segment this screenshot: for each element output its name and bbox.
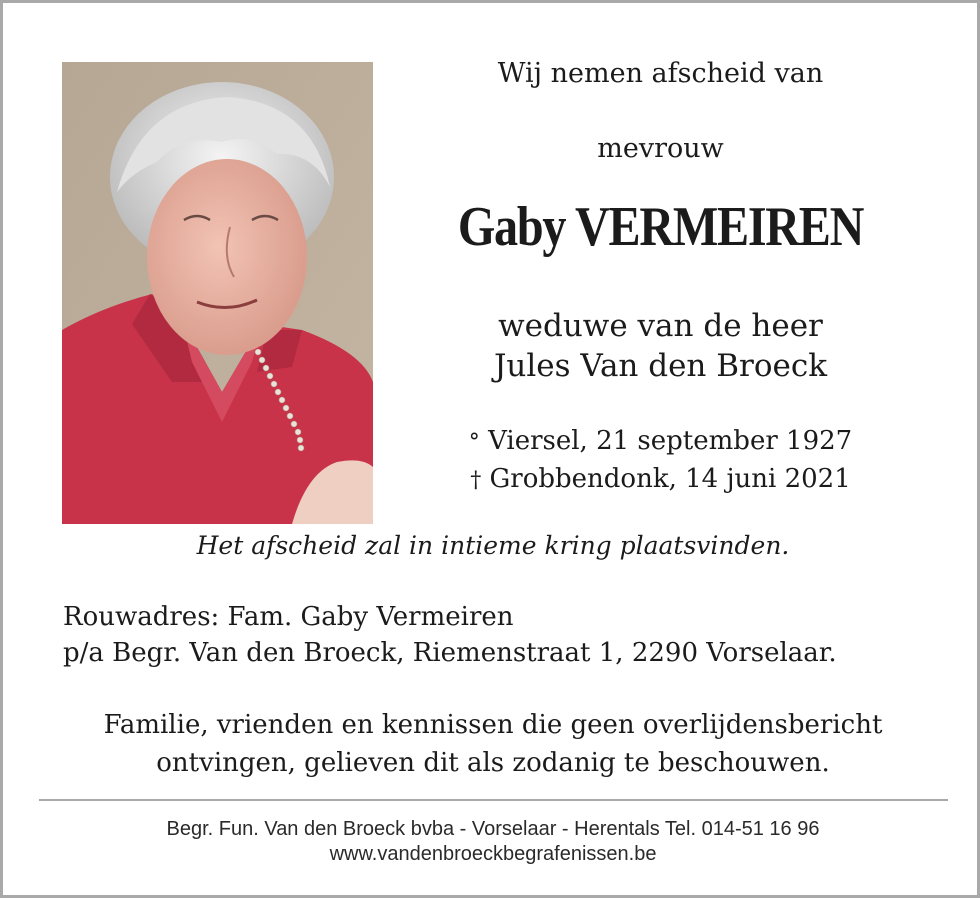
footer-website: www.vandenbroeckbegrafenissen.be <box>329 843 657 865</box>
farewell-text: Het afscheid zal in intieme kring plaatsvinden. <box>196 531 790 560</box>
address-line-1: Rouwadres: Fam. Gaby Vermeiren <box>63 602 514 632</box>
intro-text: Wij nemen afscheid van <box>497 58 824 89</box>
portrait-photo <box>62 62 373 524</box>
deceased-name: Gaby VERMEIREN <box>457 196 864 258</box>
address-line-2: p/a Begr. Van den Broeck, Riemenstraat 1, 2290 Vorselaar. <box>63 638 837 668</box>
birth-line <box>423 423 898 461</box>
closing-notice <box>3 706 980 782</box>
footer-contact: Begr. Fun. Van den Broeck bvba - Vorselaar - Herentals Tel. 014-51 16 96 <box>166 818 820 840</box>
honorific: mevrouw <box>597 133 724 164</box>
footer-divider <box>39 799 948 801</box>
closing-line-1: Familie, vrienden en kennissen die geen overlijdensbericht <box>103 710 883 740</box>
spouse-info <box>423 306 898 386</box>
closing-line-2: ontvingen, gelieven dit als zodanig te beschouwen. <box>156 748 830 778</box>
funeral-home-footer <box>3 817 980 867</box>
death-line <box>423 461 898 499</box>
life-dates <box>423 423 898 499</box>
birth-text: Viersel, 21 september 1927 <box>488 426 853 456</box>
spouse-line-1: weduwe van de heer <box>498 308 823 344</box>
mourning-address <box>63 599 837 671</box>
birth-symbol-icon: ° <box>468 430 480 455</box>
death-text: Grobbendonk, 14 juni 2021 <box>489 464 851 494</box>
cross-icon: † <box>470 468 482 493</box>
spouse-line-2: Jules Van den Broeck <box>493 348 828 384</box>
